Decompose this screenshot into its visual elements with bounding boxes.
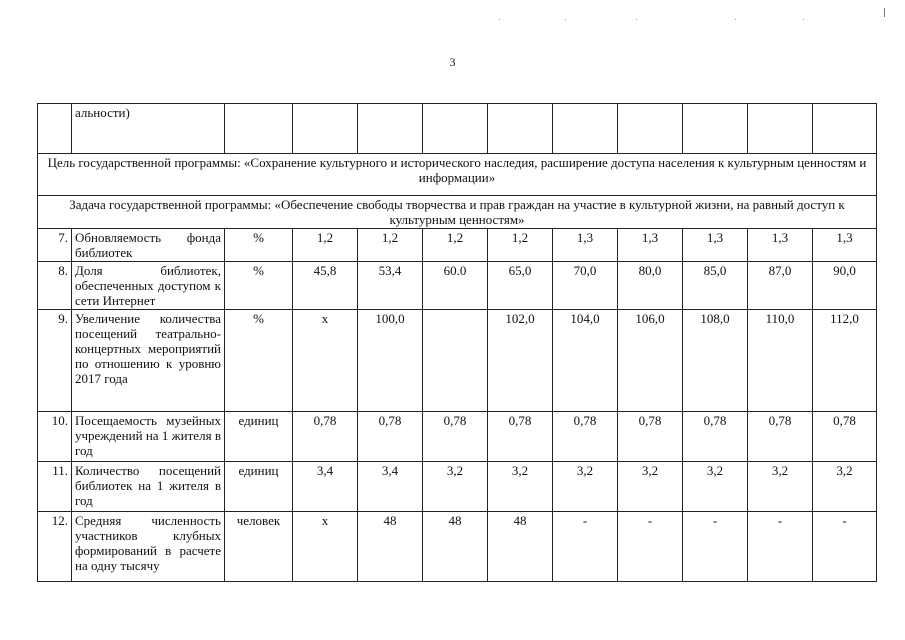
value-cell: 108,0 [683,310,748,412]
value-cell: 3,2 [553,462,618,512]
program-task: Задача государственной программы: «Обеспечение свободы творчества и прав граждан на участие в культурной жизни, на равный доступ к культурным ценностям» [38,196,877,229]
value-cell: 110,0 [748,310,813,412]
scan-dot [735,19,736,20]
scan-dot [565,19,566,20]
empty-cell [358,104,423,154]
table-row [38,512,877,582]
row-number: 8. [38,262,72,310]
scan-dot [499,19,500,20]
scan-dot [803,19,804,20]
value-cell: - [553,512,618,582]
indicator-name-continuation: альности) [72,104,225,154]
indicator-name: Количество посещений библиотек на 1 жителя в год [72,462,225,512]
unit-cell: единиц [225,412,293,462]
empty-cell [488,104,553,154]
value-cell: 3,2 [488,462,553,512]
scan-dot [636,19,637,20]
indicator-name: Увеличение количества посещений театрально-концертных мероприятий по отношению к уровню 2017 года [72,310,225,412]
value-cell: 48 [358,512,423,582]
table-row [38,262,877,310]
table-row-continuation [38,104,877,154]
empty-cell [293,104,358,154]
table-row [38,229,877,262]
value-cell: 3,2 [748,462,813,512]
value-cell: 0,78 [293,412,358,462]
value-cell: 102,0 [488,310,553,412]
value-cell: - [683,512,748,582]
value-cell: 3,2 [813,462,877,512]
value-cell: 0,78 [683,412,748,462]
indicator-name: Доля библиотек, обеспеченных доступом к сети Интернет [72,262,225,310]
value-cell: 70,0 [553,262,618,310]
value-cell: 3,2 [683,462,748,512]
value-cell: 48 [423,512,488,582]
value-cell: 1,2 [358,229,423,262]
value-cell [423,310,488,412]
value-cell: 0,78 [358,412,423,462]
empty-cell [748,104,813,154]
empty-cell [813,104,877,154]
value-cell: 106,0 [618,310,683,412]
unit-cell: % [225,310,293,412]
value-cell: 85,0 [683,262,748,310]
value-cell: - [813,512,877,582]
value-cell: 1,3 [553,229,618,262]
value-cell: 1,3 [748,229,813,262]
unit-cell: единиц [225,462,293,512]
table-row [38,412,877,462]
value-cell: 3,2 [618,462,683,512]
task-row [38,196,877,229]
unit-cell: % [225,262,293,310]
unit-cell: % [225,229,293,262]
value-cell: 112,0 [813,310,877,412]
value-cell: 1,3 [813,229,877,262]
value-cell: 87,0 [748,262,813,310]
empty-cell [618,104,683,154]
value-cell: 0,78 [488,412,553,462]
value-cell: 60.0 [423,262,488,310]
value-cell: 3,4 [358,462,423,512]
value-cell: - [748,512,813,582]
value-cell: 53,4 [358,262,423,310]
row-number: 7. [38,229,72,262]
program-goal: Цель государственной программы: «Сохранение культурного и исторического наследия, расширение доступа населения к культурным ценностям и информации» [38,154,877,196]
value-cell: 45,8 [293,262,358,310]
value-cell: 65,0 [488,262,553,310]
unit-cell: человек [225,512,293,582]
indicator-name: Средняя численность участников клубных формирований в расчете на одну тысячу [72,512,225,582]
goal-row [38,154,877,196]
value-cell: - [618,512,683,582]
value-cell: x [293,310,358,412]
page-number: 3 [449,55,456,69]
value-cell: 80,0 [618,262,683,310]
row-number-cell [38,104,72,154]
table-row [38,310,877,412]
empty-cell [553,104,618,154]
value-cell: 0,78 [813,412,877,462]
value-cell: x [293,512,358,582]
indicator-name: Обновляемость фонда библиотек [72,229,225,262]
indicator-name: Посещаемость музейных учреждений на 1 жителя в год [72,412,225,462]
indicator-table [37,103,877,582]
value-cell: 1,3 [683,229,748,262]
row-number: 11. [38,462,72,512]
value-cell: 100,0 [358,310,423,412]
value-cell: 3,2 [423,462,488,512]
empty-cell [423,104,488,154]
value-cell: 48 [488,512,553,582]
scan-corner-mark [884,8,885,17]
value-cell: 0,78 [748,412,813,462]
row-number: 9. [38,310,72,412]
value-cell: 1,2 [293,229,358,262]
value-cell: 104,0 [553,310,618,412]
value-cell: 1,3 [618,229,683,262]
value-cell: 3,4 [293,462,358,512]
value-cell: 1,2 [488,229,553,262]
row-number: 12. [38,512,72,582]
empty-cell [683,104,748,154]
row-number: 10. [38,412,72,462]
empty-cell [225,104,293,154]
value-cell: 0,78 [553,412,618,462]
value-cell: 0,78 [618,412,683,462]
value-cell: 90,0 [813,262,877,310]
value-cell: 1,2 [423,229,488,262]
value-cell: 0,78 [423,412,488,462]
table-row [38,462,877,512]
